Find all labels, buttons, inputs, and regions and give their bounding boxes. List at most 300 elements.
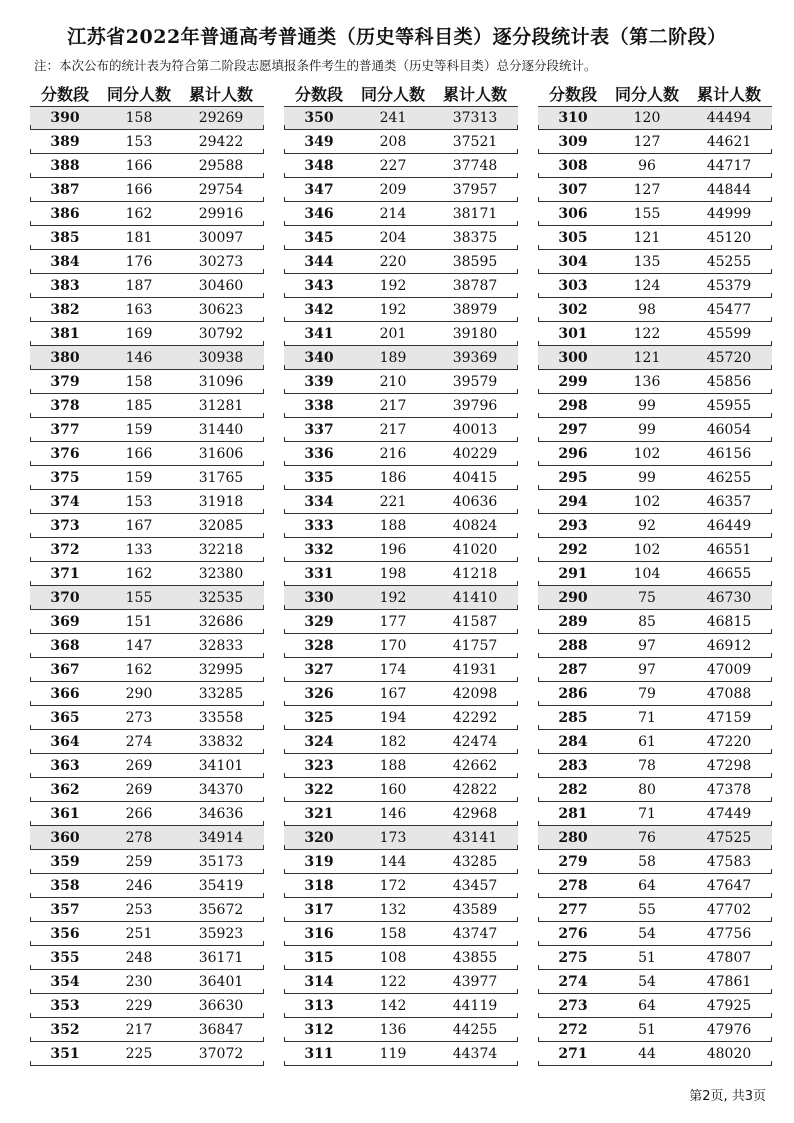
count-cell: 119 xyxy=(379,1045,407,1062)
table-row xyxy=(284,706,518,730)
score-cell: 283 xyxy=(558,757,588,774)
table-row xyxy=(284,802,518,826)
cumulative-cell: 47009 xyxy=(706,661,752,678)
cumulative-cell: 35923 xyxy=(198,925,244,942)
count-cell: 192 xyxy=(379,589,407,606)
header-cumulative: 累计人数 xyxy=(442,84,507,104)
table-row xyxy=(538,1018,772,1042)
score-cell: 383 xyxy=(50,277,80,294)
score-cell: 374 xyxy=(50,493,80,510)
cumulative-cell: 46156 xyxy=(706,445,752,462)
score-cell: 385 xyxy=(50,229,80,246)
table-row xyxy=(30,226,264,250)
cumulative-cell: 47378 xyxy=(706,781,752,798)
table-row xyxy=(284,370,518,394)
score-cell: 277 xyxy=(558,901,588,918)
header-score: 分数段 xyxy=(40,84,89,104)
header-score: 分数段 xyxy=(548,84,597,104)
cumulative-cell: 33285 xyxy=(198,685,244,702)
table-row xyxy=(538,802,772,826)
table-row xyxy=(30,634,264,658)
score-cell: 314 xyxy=(304,973,334,990)
cumulative-cell: 30792 xyxy=(198,325,244,342)
cumulative-cell: 47925 xyxy=(706,997,752,1014)
table-row xyxy=(538,946,772,970)
table-row xyxy=(538,634,772,658)
count-cell: 162 xyxy=(125,565,153,582)
table-row xyxy=(284,106,518,130)
cumulative-cell: 44717 xyxy=(706,157,752,174)
cumulative-cell: 38979 xyxy=(452,301,498,318)
cumulative-cell: 47159 xyxy=(706,709,752,726)
cumulative-cell: 38375 xyxy=(452,229,498,246)
score-cell: 327 xyxy=(304,661,334,678)
table-row xyxy=(538,250,772,274)
count-cell: 142 xyxy=(379,997,407,1014)
score-cell: 375 xyxy=(50,469,80,486)
count-cell: 79 xyxy=(638,685,656,702)
score-cell: 278 xyxy=(558,877,588,894)
count-cell: 58 xyxy=(638,853,656,870)
table-row xyxy=(30,1018,264,1042)
cumulative-cell: 40013 xyxy=(452,421,498,438)
table-row xyxy=(30,130,264,154)
table-row xyxy=(538,490,772,514)
table-row xyxy=(284,754,518,778)
score-cell: 363 xyxy=(50,757,80,774)
score-cell: 357 xyxy=(50,901,80,918)
cumulative-cell: 42822 xyxy=(452,781,498,798)
count-cell: 229 xyxy=(125,997,153,1014)
table-row xyxy=(538,106,772,130)
count-cell: 80 xyxy=(638,781,656,798)
cumulative-cell: 45720 xyxy=(706,349,752,366)
table-row xyxy=(538,682,772,706)
score-cell: 299 xyxy=(558,373,588,390)
count-cell: 51 xyxy=(638,949,656,966)
table-row xyxy=(284,850,518,874)
score-cell: 280 xyxy=(558,829,588,846)
count-cell: 151 xyxy=(125,613,153,630)
score-cell: 344 xyxy=(304,253,334,270)
count-cell: 71 xyxy=(638,805,656,822)
table-row xyxy=(30,418,264,442)
count-cell: 51 xyxy=(638,1021,656,1038)
cumulative-cell: 40415 xyxy=(452,469,498,486)
count-cell: 64 xyxy=(638,997,656,1014)
cumulative-cell: 40229 xyxy=(452,445,498,462)
cumulative-cell: 45477 xyxy=(706,301,752,318)
table-row xyxy=(284,226,518,250)
table-row xyxy=(30,106,264,130)
cumulative-cell: 46815 xyxy=(706,613,752,630)
count-cell: 251 xyxy=(125,925,153,942)
count-cell: 210 xyxy=(379,373,407,390)
score-cell: 282 xyxy=(558,781,588,798)
count-cell: 167 xyxy=(125,517,153,534)
table-row xyxy=(284,442,518,466)
count-cell: 192 xyxy=(379,301,407,318)
table-row xyxy=(284,778,518,802)
score-cell: 345 xyxy=(304,229,334,246)
count-cell: 122 xyxy=(379,973,407,990)
table-row xyxy=(284,418,518,442)
count-cell: 201 xyxy=(379,325,407,342)
count-cell: 248 xyxy=(125,949,153,966)
cumulative-cell: 42098 xyxy=(452,685,498,702)
cumulative-cell: 44999 xyxy=(706,205,752,222)
cumulative-cell: 31765 xyxy=(198,469,244,486)
count-cell: 75 xyxy=(638,589,656,606)
page-number: 第2页, 共3页 xyxy=(689,1089,766,1104)
count-cell: 136 xyxy=(633,373,661,390)
table-row xyxy=(30,610,264,634)
cumulative-cell: 39579 xyxy=(452,373,498,390)
table-row xyxy=(284,922,518,946)
count-cell: 64 xyxy=(638,877,656,894)
table-row xyxy=(30,298,264,322)
score-cell: 294 xyxy=(558,493,588,510)
score-cell: 291 xyxy=(558,565,588,582)
count-cell: 159 xyxy=(125,421,153,438)
cumulative-cell: 42968 xyxy=(452,805,498,822)
table-row xyxy=(538,322,772,346)
count-cell: 188 xyxy=(379,517,407,534)
cumulative-cell: 46255 xyxy=(706,469,752,486)
count-cell: 122 xyxy=(633,325,661,342)
count-cell: 120 xyxy=(633,110,661,126)
table-row xyxy=(538,922,772,946)
cumulative-cell: 46357 xyxy=(706,493,752,510)
table-row xyxy=(284,730,518,754)
cumulative-cell: 42474 xyxy=(452,733,498,750)
cumulative-cell: 47088 xyxy=(706,685,752,702)
cumulative-cell: 32833 xyxy=(198,637,244,654)
table-body xyxy=(538,106,772,1066)
count-cell: 273 xyxy=(125,709,153,726)
score-cell: 339 xyxy=(304,373,334,390)
cumulative-cell: 32380 xyxy=(198,565,244,582)
table-row xyxy=(284,130,518,154)
cumulative-cell: 43457 xyxy=(452,877,498,894)
count-cell: 102 xyxy=(633,541,661,558)
cumulative-cell: 47756 xyxy=(706,925,752,942)
score-cell: 290 xyxy=(558,589,588,606)
table-column-1 xyxy=(30,80,264,1066)
table-row xyxy=(538,610,772,634)
score-cell: 312 xyxy=(304,1021,334,1038)
count-cell: 155 xyxy=(633,205,661,222)
cumulative-cell: 41757 xyxy=(452,637,498,654)
cumulative-cell: 32686 xyxy=(198,613,244,630)
score-cell: 275 xyxy=(558,949,588,966)
score-cell: 379 xyxy=(50,373,80,390)
count-cell: 220 xyxy=(379,253,407,270)
cumulative-cell: 29269 xyxy=(198,110,244,126)
table-row xyxy=(30,370,264,394)
score-cell: 321 xyxy=(304,805,334,822)
table-row xyxy=(284,586,518,610)
cumulative-cell: 45379 xyxy=(706,277,752,294)
score-cell: 328 xyxy=(304,637,334,654)
score-cell: 351 xyxy=(50,1045,80,1062)
cumulative-cell: 44621 xyxy=(706,133,752,150)
count-cell: 185 xyxy=(125,397,153,414)
count-cell: 108 xyxy=(379,949,407,966)
score-cell: 296 xyxy=(558,445,588,462)
table-row xyxy=(284,202,518,226)
count-cell: 217 xyxy=(125,1021,153,1038)
cumulative-cell: 41587 xyxy=(452,613,498,630)
table-column-2 xyxy=(284,80,518,1066)
cumulative-cell: 31918 xyxy=(198,493,244,510)
score-cell: 366 xyxy=(50,685,80,702)
score-cell: 308 xyxy=(558,157,588,174)
score-cell: 334 xyxy=(304,493,334,510)
cumulative-cell: 48020 xyxy=(706,1045,752,1062)
score-cell: 287 xyxy=(558,661,588,678)
count-cell: 214 xyxy=(379,205,407,222)
table-row xyxy=(284,946,518,970)
score-cell: 317 xyxy=(304,901,334,918)
table-row xyxy=(538,274,772,298)
score-cell: 372 xyxy=(50,541,80,558)
table-row xyxy=(538,370,772,394)
count-cell: 204 xyxy=(379,229,407,246)
score-cell: 302 xyxy=(558,301,588,318)
count-cell: 225 xyxy=(125,1045,153,1062)
count-cell: 124 xyxy=(633,277,661,294)
cumulative-cell: 36630 xyxy=(198,997,244,1014)
cumulative-cell: 46912 xyxy=(706,637,752,654)
count-cell: 177 xyxy=(379,613,407,630)
score-cell: 289 xyxy=(558,613,588,630)
cumulative-cell: 43747 xyxy=(452,925,498,942)
cumulative-cell: 32995 xyxy=(198,661,244,678)
count-cell: 227 xyxy=(379,157,407,174)
score-cell: 389 xyxy=(50,133,80,150)
score-cell: 356 xyxy=(50,925,80,942)
score-cell: 347 xyxy=(304,181,334,198)
cumulative-cell: 39369 xyxy=(452,349,498,366)
cumulative-cell: 29916 xyxy=(198,205,244,222)
cumulative-cell: 38787 xyxy=(452,277,498,294)
score-cell: 307 xyxy=(558,181,588,198)
cumulative-cell: 41931 xyxy=(452,661,498,678)
cumulative-cell: 47298 xyxy=(706,757,752,774)
count-cell: 104 xyxy=(633,565,661,582)
count-cell: 181 xyxy=(125,229,153,246)
count-cell: 44 xyxy=(638,1045,656,1062)
count-cell: 176 xyxy=(125,253,153,270)
score-cell: 364 xyxy=(50,733,80,750)
count-cell: 144 xyxy=(379,853,407,870)
cumulative-cell: 41020 xyxy=(452,541,498,558)
count-cell: 290 xyxy=(125,685,153,702)
table-row xyxy=(30,658,264,682)
cumulative-cell: 46449 xyxy=(706,517,752,534)
count-cell: 163 xyxy=(125,301,153,318)
score-cell: 349 xyxy=(304,133,334,150)
score-cell: 293 xyxy=(558,517,588,534)
table-row xyxy=(30,562,264,586)
count-cell: 246 xyxy=(125,877,153,894)
count-cell: 159 xyxy=(125,469,153,486)
count-cell: 99 xyxy=(638,421,656,438)
table-row xyxy=(538,346,772,370)
cumulative-cell: 30460 xyxy=(198,277,244,294)
cumulative-cell: 45255 xyxy=(706,253,752,270)
cumulative-cell: 47525 xyxy=(706,829,752,846)
table-row xyxy=(30,322,264,346)
table-row xyxy=(538,226,772,250)
count-cell: 158 xyxy=(125,373,153,390)
score-cell: 369 xyxy=(50,613,80,630)
table-body xyxy=(30,106,264,1066)
table-row xyxy=(284,1018,518,1042)
table-row xyxy=(284,826,518,850)
table-row xyxy=(284,970,518,994)
score-cell: 318 xyxy=(304,877,334,894)
table-row xyxy=(30,922,264,946)
cumulative-cell: 31440 xyxy=(198,421,244,438)
count-cell: 158 xyxy=(379,925,407,942)
table-row xyxy=(538,850,772,874)
table-row xyxy=(30,202,264,226)
table-row xyxy=(284,490,518,514)
table-row xyxy=(284,154,518,178)
score-cell: 295 xyxy=(558,469,588,486)
table-row xyxy=(30,946,264,970)
table-row xyxy=(538,514,772,538)
table-row xyxy=(30,178,264,202)
cumulative-cell: 43855 xyxy=(452,949,498,966)
score-cell: 348 xyxy=(304,157,334,174)
cumulative-cell: 47807 xyxy=(706,949,752,966)
cumulative-cell: 29588 xyxy=(198,157,244,174)
count-cell: 169 xyxy=(125,325,153,342)
score-cell: 388 xyxy=(50,157,80,174)
score-cell: 371 xyxy=(50,565,80,582)
count-cell: 172 xyxy=(379,877,407,894)
count-cell: 96 xyxy=(638,157,656,174)
count-cell: 121 xyxy=(633,349,661,366)
count-cell: 136 xyxy=(379,1021,407,1038)
cumulative-cell: 46054 xyxy=(706,421,752,438)
table-row xyxy=(30,538,264,562)
cumulative-cell: 44844 xyxy=(706,181,752,198)
table-row xyxy=(30,826,264,850)
count-cell: 121 xyxy=(633,229,661,246)
score-cell: 286 xyxy=(558,685,588,702)
score-cell: 384 xyxy=(50,253,80,270)
score-cell: 288 xyxy=(558,637,588,654)
score-cell: 359 xyxy=(50,853,80,870)
count-cell: 230 xyxy=(125,973,153,990)
cumulative-cell: 37313 xyxy=(452,110,498,126)
cumulative-cell: 29422 xyxy=(198,133,244,150)
count-cell: 133 xyxy=(125,541,153,558)
cumulative-cell: 31281 xyxy=(198,397,244,414)
table-row xyxy=(538,874,772,898)
count-cell: 266 xyxy=(125,805,153,822)
table-header xyxy=(30,80,264,106)
score-cell: 378 xyxy=(50,397,80,414)
count-cell: 162 xyxy=(125,205,153,222)
cumulative-cell: 30273 xyxy=(198,253,244,270)
cumulative-cell: 32085 xyxy=(198,517,244,534)
score-cell: 343 xyxy=(304,277,334,294)
count-cell: 55 xyxy=(638,901,656,918)
table-row xyxy=(284,634,518,658)
count-cell: 160 xyxy=(379,781,407,798)
cumulative-cell: 47647 xyxy=(706,877,752,894)
table-row xyxy=(30,394,264,418)
count-cell: 153 xyxy=(125,493,153,510)
score-cell: 361 xyxy=(50,805,80,822)
count-cell: 167 xyxy=(379,685,407,702)
cumulative-cell: 45599 xyxy=(706,325,752,342)
score-cell: 298 xyxy=(558,397,588,414)
count-cell: 209 xyxy=(379,181,407,198)
score-cell: 382 xyxy=(50,301,80,318)
count-cell: 208 xyxy=(379,133,407,150)
table-row xyxy=(538,466,772,490)
score-cell: 316 xyxy=(304,925,334,942)
count-cell: 99 xyxy=(638,469,656,486)
table-row xyxy=(284,874,518,898)
cumulative-cell: 43977 xyxy=(452,973,498,990)
table-row xyxy=(284,610,518,634)
count-cell: 146 xyxy=(379,805,407,822)
score-cell: 330 xyxy=(304,589,334,606)
count-cell: 192 xyxy=(379,277,407,294)
count-cell: 189 xyxy=(379,349,407,366)
cumulative-cell: 36847 xyxy=(198,1021,244,1038)
table-row xyxy=(284,466,518,490)
score-cell: 273 xyxy=(558,997,588,1014)
cumulative-cell: 33832 xyxy=(198,733,244,750)
count-cell: 132 xyxy=(379,901,407,918)
cumulative-cell: 47220 xyxy=(706,733,752,750)
table-row xyxy=(538,538,772,562)
count-cell: 174 xyxy=(379,661,407,678)
table-row xyxy=(284,658,518,682)
count-cell: 135 xyxy=(633,253,661,270)
cumulative-cell: 30938 xyxy=(198,349,244,366)
count-cell: 158 xyxy=(125,110,153,126)
cumulative-cell: 42662 xyxy=(452,757,498,774)
count-cell: 76 xyxy=(638,829,656,846)
score-cell: 335 xyxy=(304,469,334,486)
header-cumulative: 累计人数 xyxy=(696,84,761,104)
count-cell: 85 xyxy=(638,613,656,630)
score-cell: 304 xyxy=(558,253,588,270)
cumulative-cell: 44494 xyxy=(706,110,752,126)
header-score: 分数段 xyxy=(294,84,343,104)
score-cell: 377 xyxy=(50,421,80,438)
count-cell: 241 xyxy=(379,110,407,126)
table-row xyxy=(538,394,772,418)
count-cell: 92 xyxy=(638,517,656,534)
score-cell: 346 xyxy=(304,205,334,222)
count-cell: 278 xyxy=(125,829,153,846)
score-cell: 272 xyxy=(558,1021,588,1038)
score-cell: 358 xyxy=(50,877,80,894)
count-cell: 173 xyxy=(379,829,407,846)
table-row xyxy=(538,1042,772,1066)
cumulative-cell: 40636 xyxy=(452,493,498,510)
